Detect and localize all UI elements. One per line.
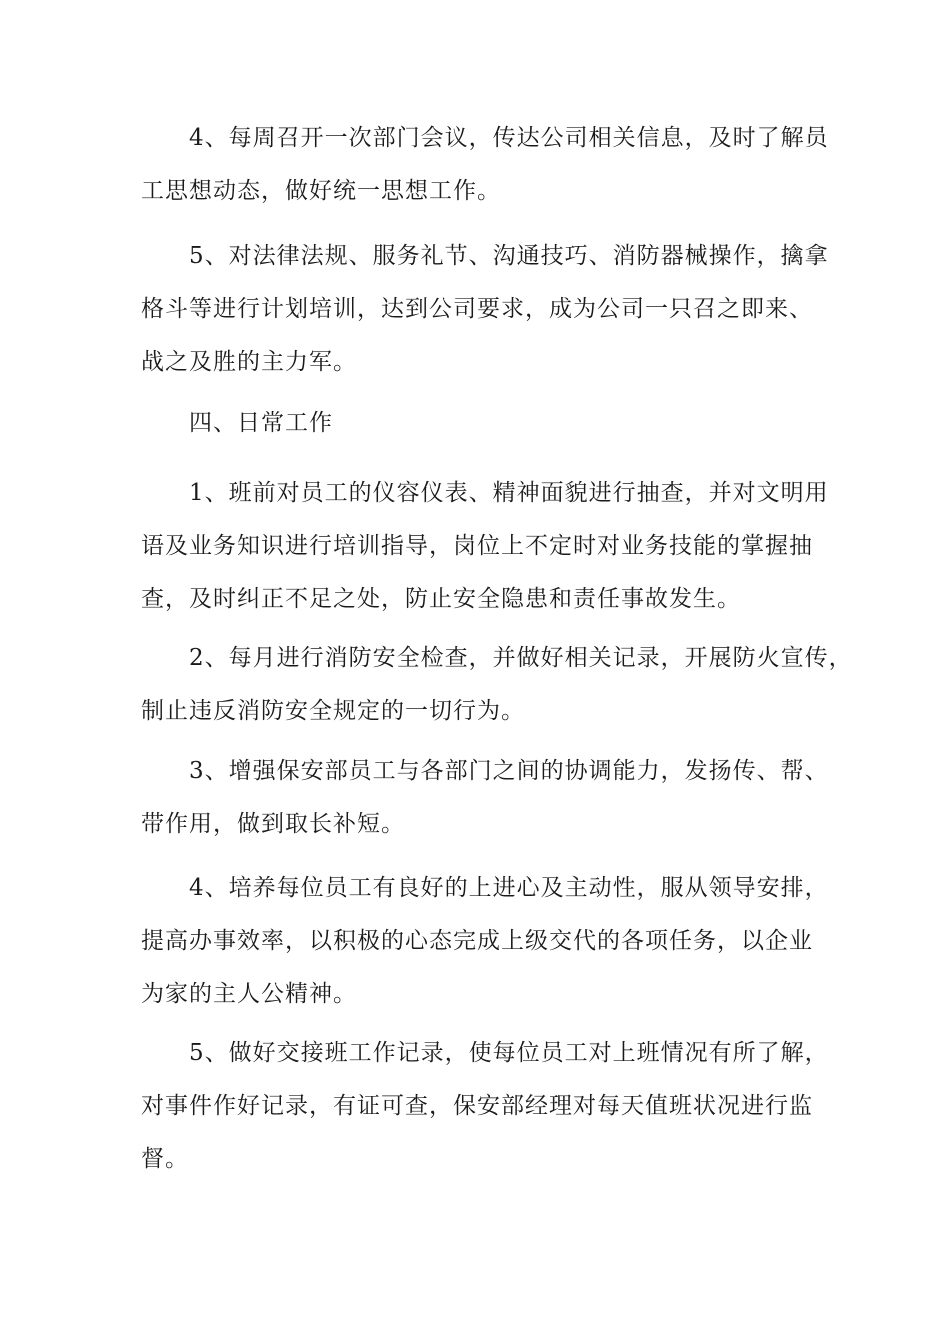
section-heading-text: 四、日常工作 [189,410,333,436]
paragraph-line: 格斗等进行计划培训，达到公司要求，成为公司一只召之即来、 [141,296,813,322]
paragraph-line: 为家的主人公精神。 [141,981,357,1007]
paragraph-line: 4、培养每位员工有良好的上进心及主动性，服从领导安排， [189,875,829,901]
paragraph-3 [141,467,831,626]
paragraph-line: 1、班前对员工的仪容仪表、精神面貌进行抽查，并对文明用 [189,480,829,506]
paragraph-line: 带作用，做到取长补短。 [141,811,405,837]
paragraph-line: 3、增强保安部员工与各部门之间的协调能力，发扬传、帮、 [189,758,829,784]
paragraph-line: 战之及胜的主力军。 [141,349,357,375]
paragraph-5 [141,745,831,851]
paragraph-line: 5、做好交接班工作记录，使每位员工对上班情况有所了解， [189,1040,829,1066]
paragraph-7 [141,1027,831,1186]
paragraph-line: 查，及时纠正不足之处，防止安全隐患和责任事故发生。 [141,586,741,612]
paragraph-line: 5、对法律法规、服务礼节、沟通技巧、消防器械操作，擒拿 [189,243,829,269]
paragraph-line: 2、每月进行消防安全检查，并做好相关记录，开展防火宣传， [189,645,853,671]
paragraph-2 [141,230,831,389]
paragraph-line: 督。 [141,1146,189,1172]
paragraph-line: 4、每周召开一次部门会议，传达公司相关信息，及时了解员 [189,125,829,151]
paragraph-line: 对事件作好记录，有证可查，保安部经理对每天值班状况进行监 [141,1093,813,1119]
paragraph-line: 制止违反消防安全规定的一切行为。 [141,698,525,724]
paragraph-4 [141,632,853,738]
paragraph-line: 提高办事效率，以积极的心态完成上级交代的各项任务，以企业 [141,928,813,954]
paragraph-6 [141,862,831,1021]
section-heading [141,397,831,450]
paragraph-line: 工思想动态，做好统一思想工作。 [141,178,501,204]
paragraph-line: 语及业务知识进行培训指导，岗位上不定时对业务技能的掌握抽 [141,533,813,559]
paragraph-1 [141,112,831,218]
